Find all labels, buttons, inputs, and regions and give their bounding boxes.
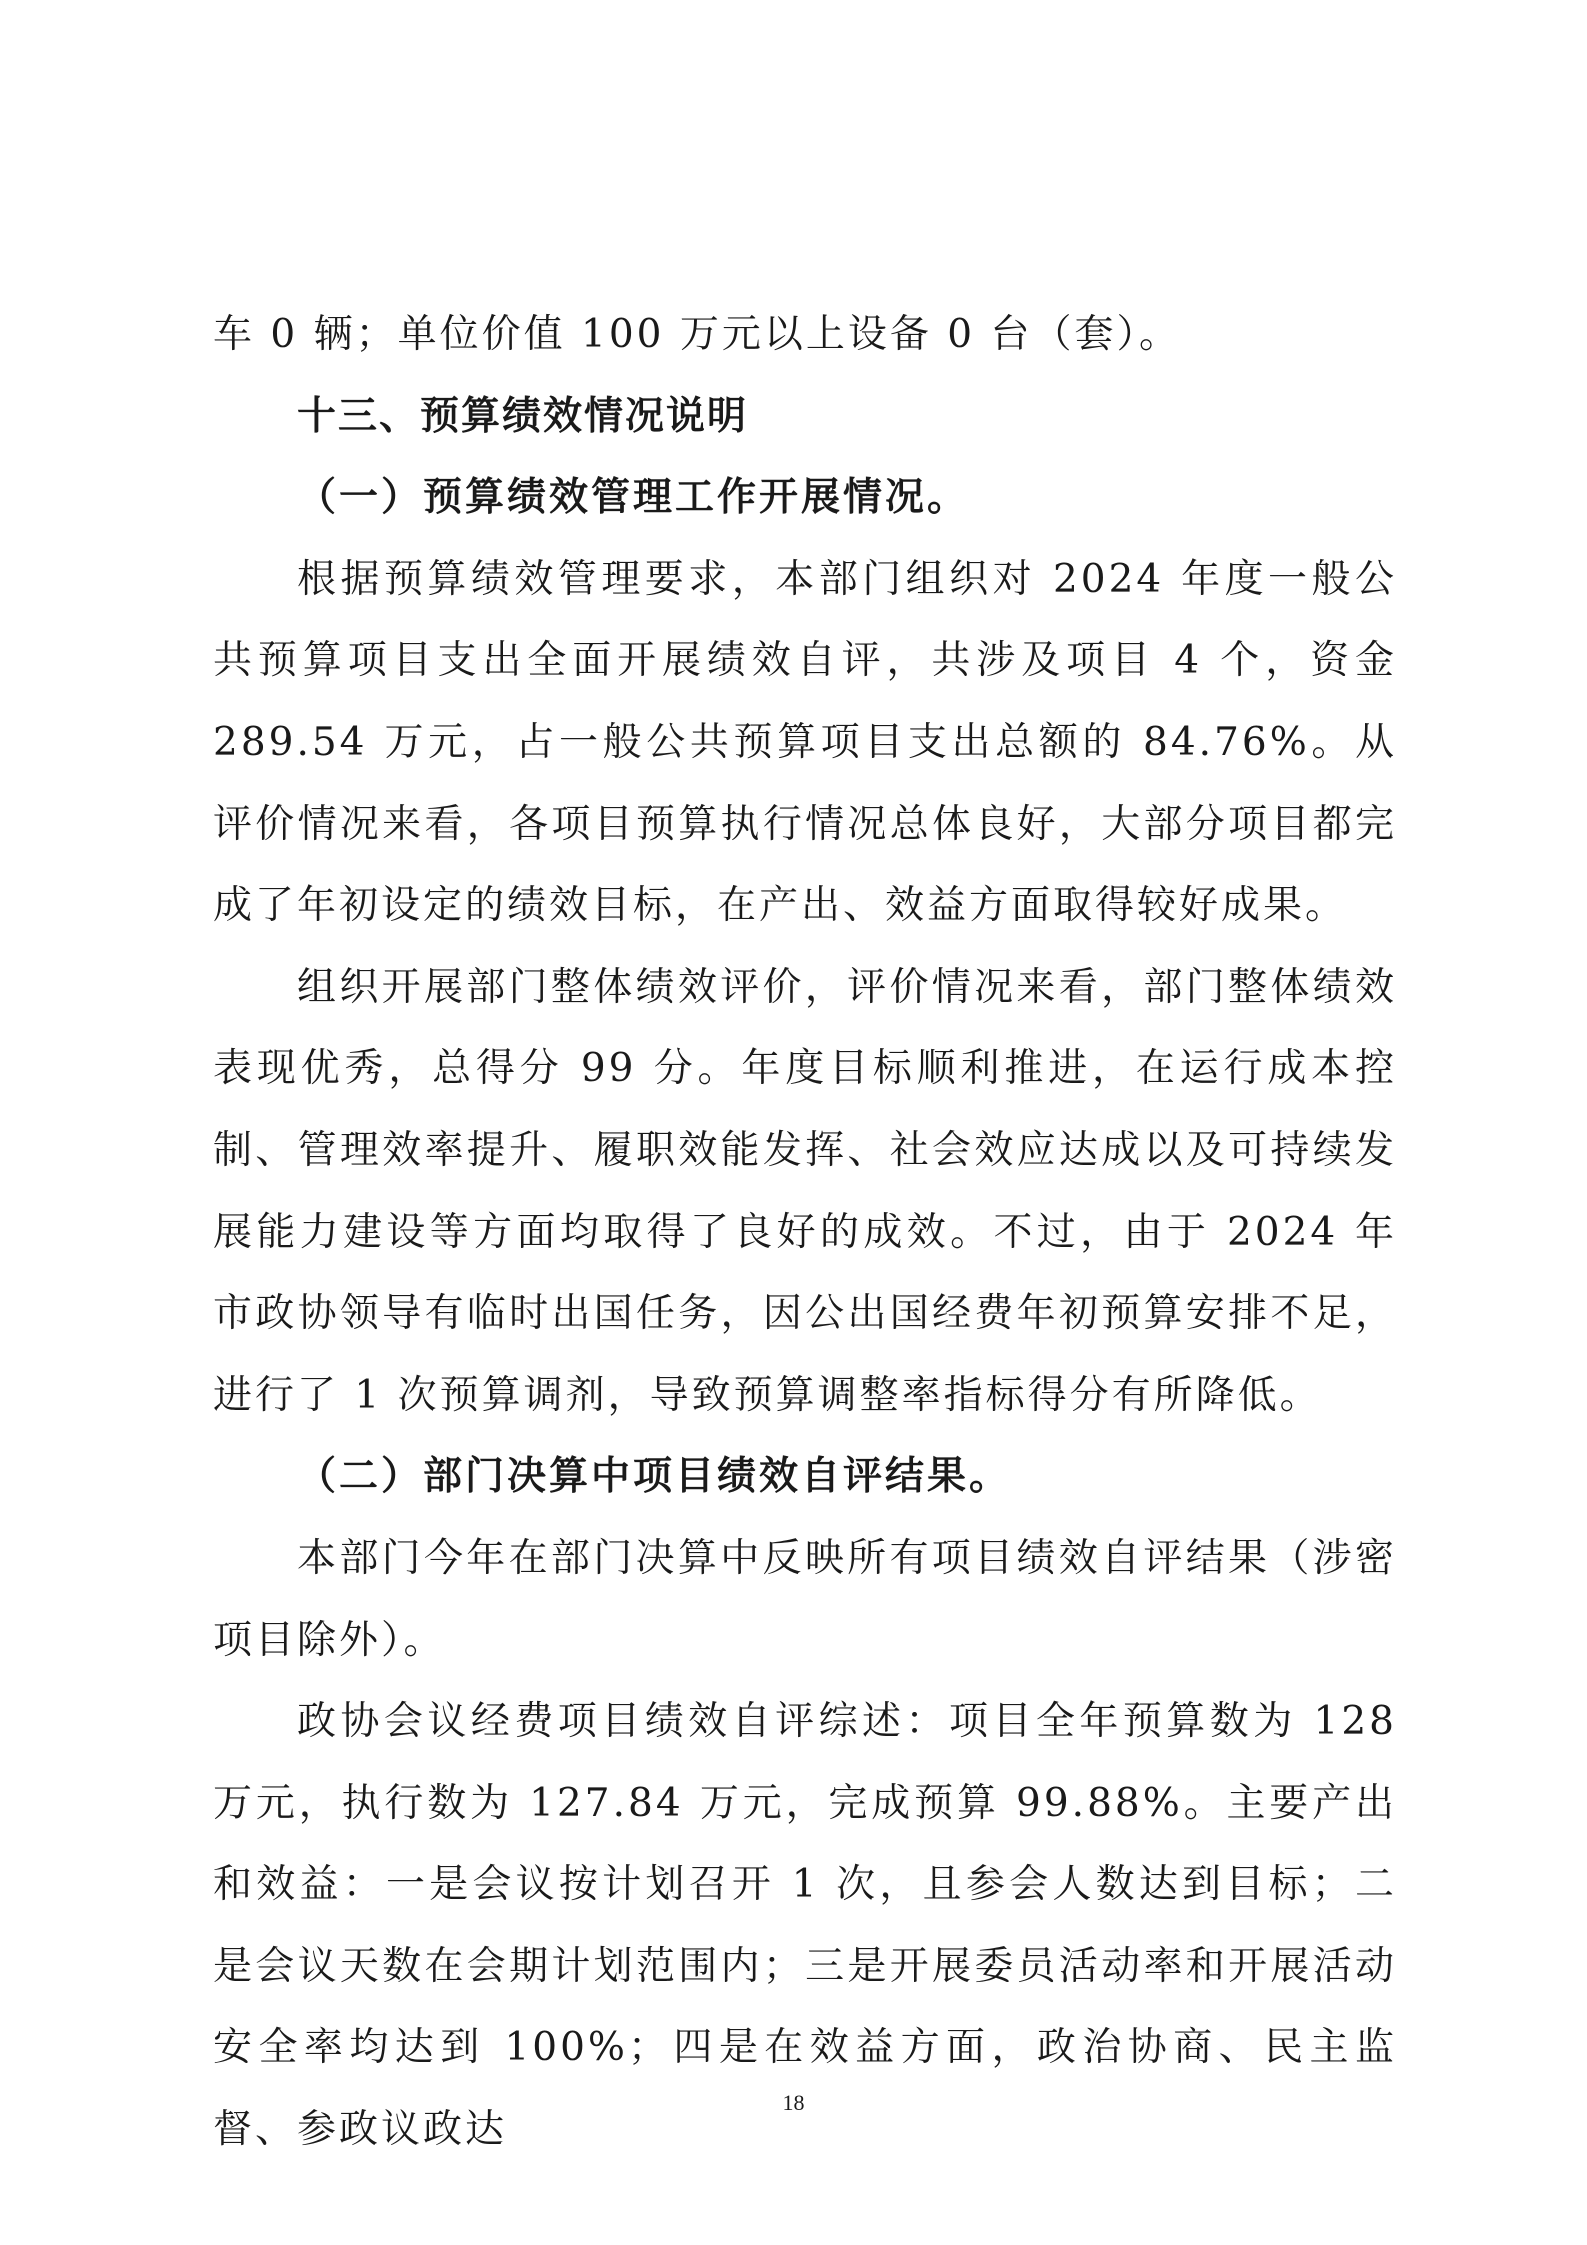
paragraph-budget-self-evaluation: 根据预算绩效管理要求，本部门组织对 2024 年度一般公共预算项目支出全面开展绩效自评，共涉及项目 4 个，资金 289.54 万元，占一般公共预算项目支出总额的 84.76%。从评价情况来看，各项目预算执行情况总体良好，大部分项目都完成了年初设定的绩效目标，在产出、效益方面取得较好成果。 xyxy=(213,556,1397,929)
section-heading: 十三、预算绩效情况说明 xyxy=(297,393,749,439)
paragraph-continuation: 车 0 辆；单位价值 100 万元以上设备 0 台（套）。 xyxy=(213,312,1181,357)
subsection-heading-1: （一）预算绩效管理工作开展情况。 xyxy=(297,474,970,521)
page-body xyxy=(213,294,1397,2171)
paragraph-overall-evaluation: 组织开展部门整体绩效评价，评价情况来看，部门整体绩效表现优秀，总得分 99 分。年度目标顺利推进，在运行成本控制、管理效率提升、履职效能发挥、社会效应达成以及可持续发展能力建设等方面均取得了良好的成效。不过，由于 2024 年市政协领导有临时出国任务，因公出国经费年初预算安排不足，进行了 1 次预算调剂，导致预算调整率指标得分有所降低。 xyxy=(213,964,1397,1418)
paragraph-results-statement: 本部门今年在部门决算中反映所有项目绩效自评结果（涉密项目除外）。 xyxy=(213,1535,1397,1663)
page-number: 18 xyxy=(782,2090,805,2115)
paragraph-meeting-project-summary: 政协会议经费项目绩效自评综述：项目全年预算数为 128 万元，执行数为 127.84 万元，完成预算 99.88%。主要产出和效益：一是会议按计划召开 1 次，且参会人数达到目标；二是会议天数在会期计划范围内；三是开展委员活动率和开展活动安全率均达到 100%；四是在效益方面，政治协商、民主监督、参政议政达 xyxy=(213,1699,1397,2153)
subsection-heading-2: （二）部门决算中项目绩效自评结果。 xyxy=(297,1453,1012,1500)
